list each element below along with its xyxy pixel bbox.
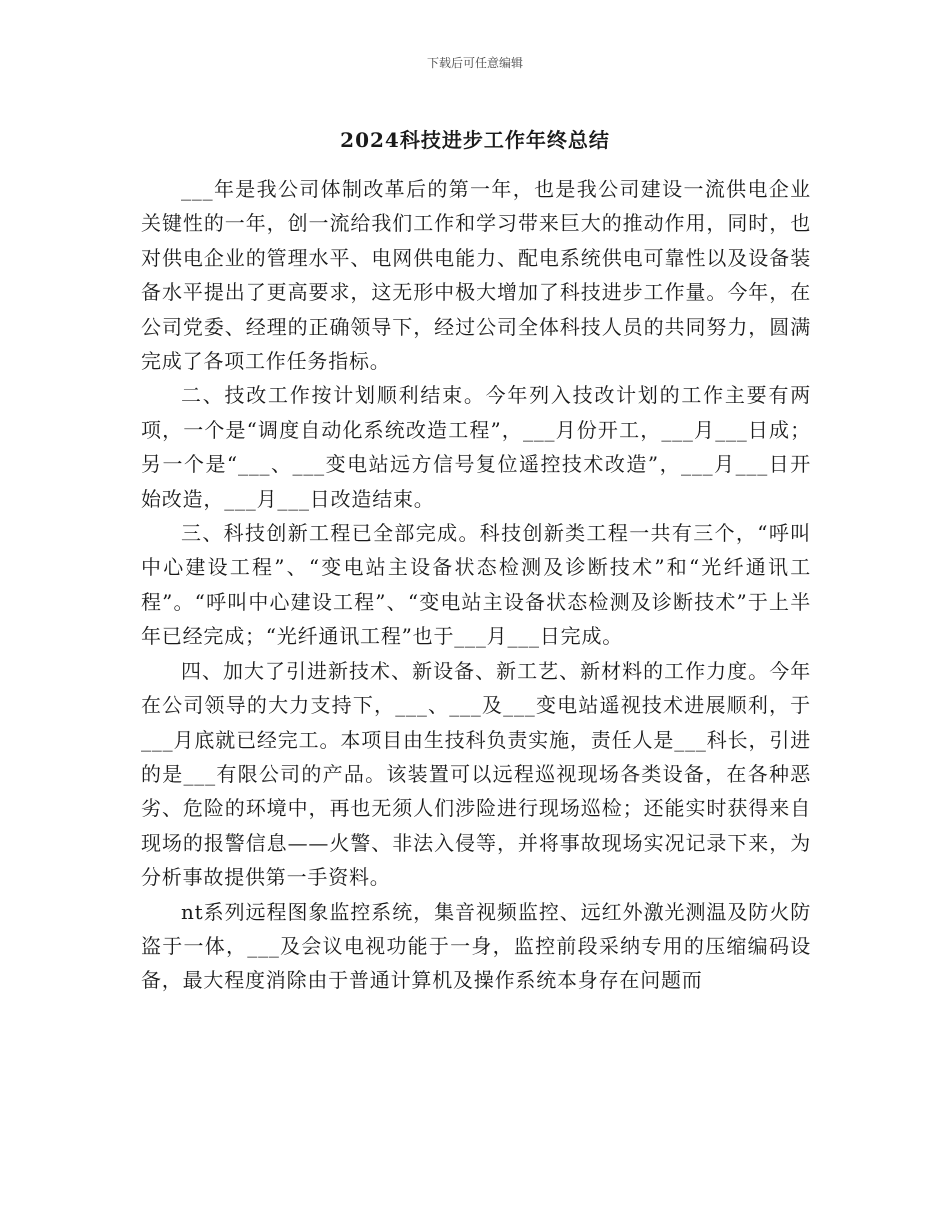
paragraph-monitoring-system: nt系列远程图象监控系统，集音视频监控、远红外激光测温及防火防盗于一体，___及会议电视功能于一身，监控前段采纳专用的压缩编码设备，最大程度消除由于普通计算机及操作系统本身存在问题而 bbox=[141, 899, 811, 993]
header-note: 下载后可任意编辑 bbox=[426, 56, 523, 70]
paragraph-new-technology: 四、加大了引进新技术、新设备、新工艺、新材料的工作力度。今年在公司领导的大力支持下，___、___及___变电站遥视技术进展顺利，于___月底就已经完工。本项目由生技科负责实施，责任人是___科长，引进的是___有限公司的产品。该装置可以远程巡视现场各类设备，在各种恶劣、危险的环境中，再也无须人们涉险进行现场巡检；还能实时获得来自现场的报警信息——火警、非法入侵等，并将事故现场实况记录下来，为分析事故提供第一手资料。 bbox=[141, 658, 811, 890]
document-title: 2024科技进步工作年终总结 bbox=[340, 128, 610, 152]
paragraph-tech-renovation: 二、技改工作按计划顺利结束。今年列入技改计划的工作主要有两项，一个是“调度自动化系统改造工程”，___月份开工，___月___日成；另一个是“___、___变电站远方信号复位遥控技术改造”，___月___日开始改造，___月___日改造结束。 bbox=[141, 383, 811, 511]
paragraph-intro: ___年是我公司体制改革后的第一年，也是我公司建设一流供电企业关键性的一年，创一流给我们工作和学习带来巨大的推动作用，同时，也对供电企业的管理水平、电网供电能力、配电系统供电可靠性以及设备装备水平提出了更高要求，这无形中极大增加了科技进步工作量。今年，在公司党委、经理的正确领导下，经过公司全体科技人员的共同努力，圆满完成了各项工作任务指标。 bbox=[141, 177, 811, 374]
paragraph-innovation: 三、科技创新工程已全部完成。科技创新类工程一共有三个，“呼叫中心建设工程”、“变电站主设备状态检测及诊断技术”和“光纤通讯工程”。“呼叫中心建设工程”、“变电站主设备状态检测及诊断技术”于上半年已经完成；“光纤通讯工程”也于___月___日完成。 bbox=[141, 521, 811, 649]
document-body bbox=[141, 172, 811, 998]
